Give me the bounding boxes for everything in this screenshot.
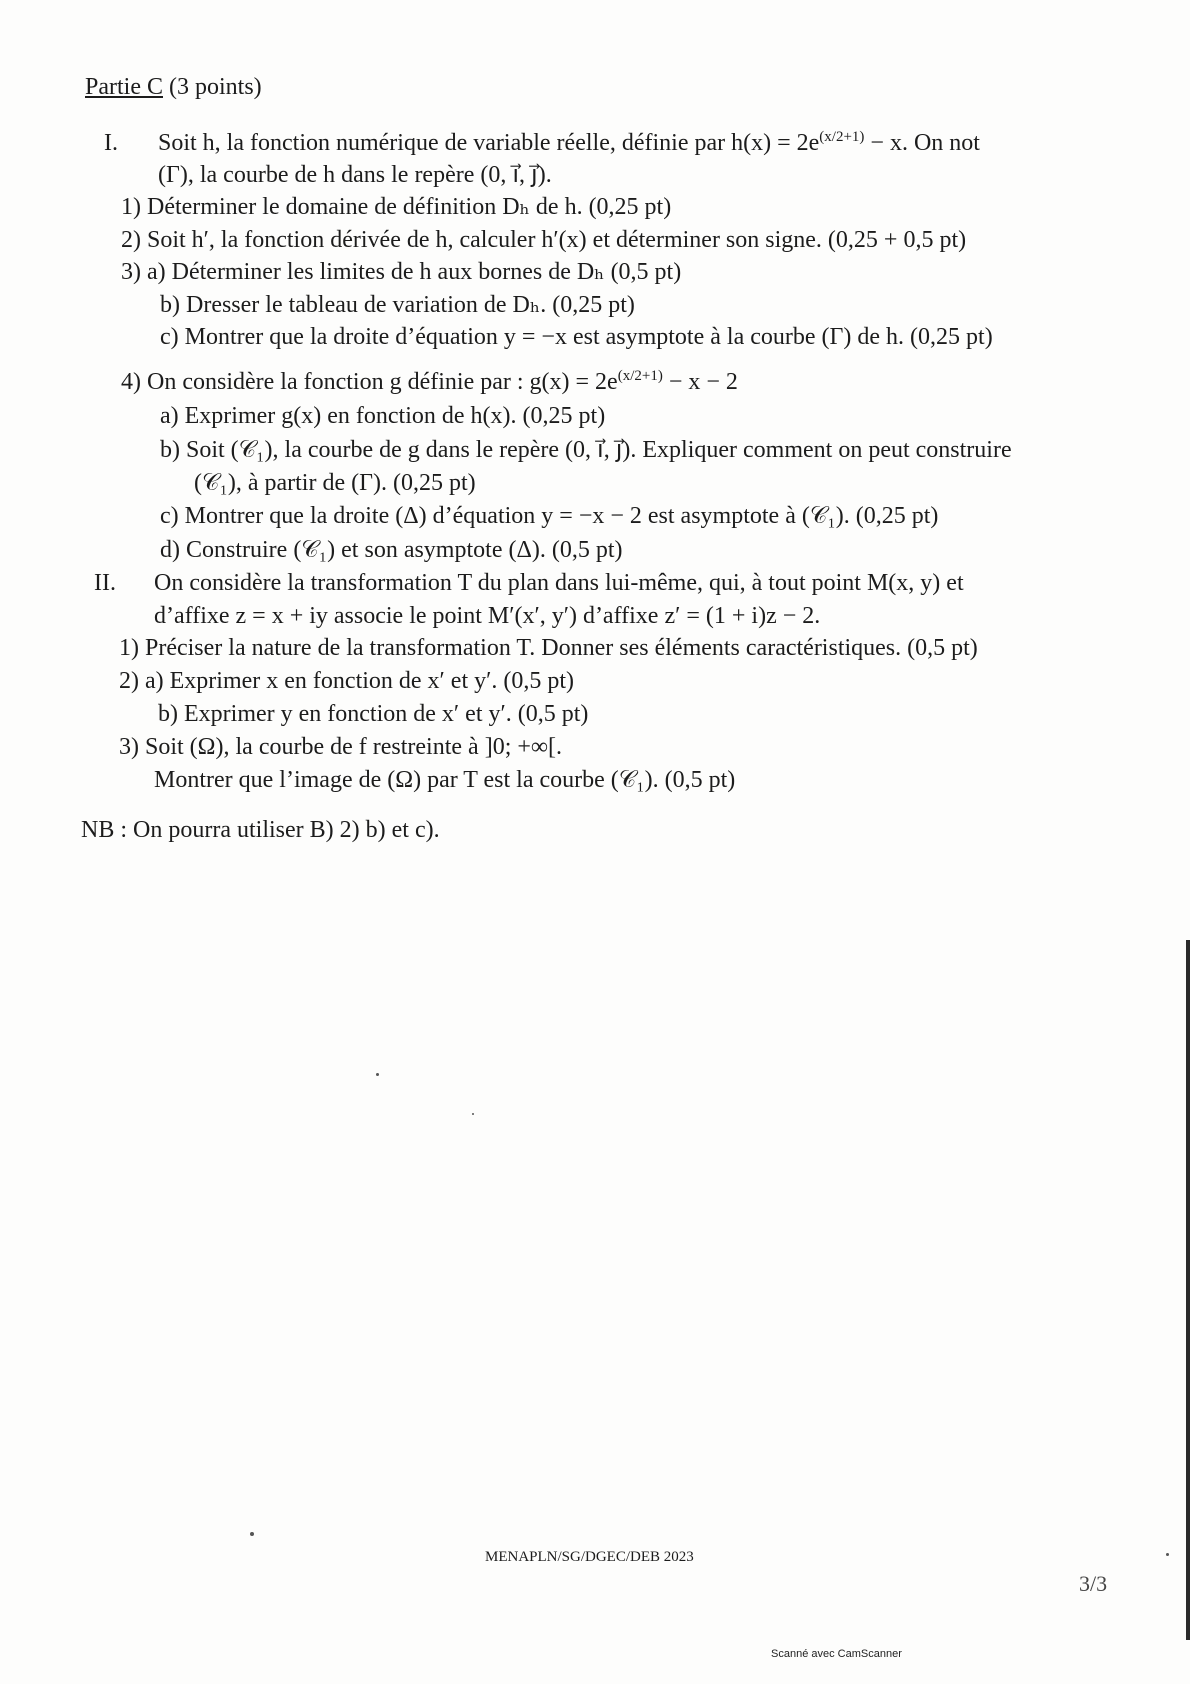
scanner-watermark: Scanné avec CamScanner [771,1648,902,1660]
question-3b: b) Dresser le tableau de variation de Dₕ. (0,25 pt) [160,292,635,318]
q4-exponent: (x/2+1) [617,368,663,384]
scan-speck [376,1073,379,1076]
page-number: 3/3 [1079,1571,1108,1596]
question-4c: c) Montrer que la droite (Δ) d’équation y = −x − 2 est asymptote à (𝒞₁). (0,25 pt) [160,503,939,529]
section-II-statement: On considère la transformation T du plan dans lui-même, qui, à tout point M(x, y) et [154,570,964,596]
footer-reference: MENAPLN/SG/DGEC/DEB 2023 [485,1549,694,1565]
section-I-statement [158,128,980,158]
question-4b-line2: (𝒞₁), à partir de (Γ). (0,25 pt) [194,470,476,496]
section-II-number: II. [94,570,116,596]
part-heading [85,72,262,102]
question-3a: 3) a) Déterminer les limites de h aux bornes de Dₕ (0,5 pt) [121,259,682,285]
question-4d: d) Construire (𝒞₁) et son asymptote (Δ). (0,5 pt) [160,537,623,563]
part-title: Partie C [85,74,163,100]
statement-text-end: − x. On not [864,130,980,156]
part-points: (3 points) [163,74,262,100]
scan-edge-shadow [1186,940,1190,1640]
II-question-3: 3) Soit (Ω), la courbe de f restreinte à ]0; +∞[. [119,734,562,760]
scan-speck [250,1532,254,1536]
II-question-2a: 2) a) Exprimer x en fonction de x′ et y′. (0,5 pt) [119,668,575,694]
q4-text: 4) On considère la fonction g définie par : g(x) = 2e [121,369,618,395]
question-4 [121,367,738,397]
section-II-statement-2: d’affixe z = x + iy associe le point M′(x′, y′) d’affixe z′ = (1 + i)z − 2. [154,603,821,629]
question-4b-line1: b) Soit (𝒞₁), la courbe de g dans le repère (0, i⃗, j⃗). Expliquer comment on peut construire [160,437,1012,463]
question-4a: a) Exprimer g(x) en fonction de h(x). (0,25 pt) [160,403,606,429]
scan-speck [1166,1553,1169,1556]
II-question-1: 1) Préciser la nature de la transformation T. Donner ses éléments caractéristiques. (0,5 pt) [119,635,978,661]
II-question-2b: b) Exprimer y en fonction de x′ et y′. (0,5 pt) [158,701,589,727]
note: NB : On pourra utiliser B) 2) b) et c). [81,817,440,843]
question-2: 2) Soit h′, la fonction dérivée de h, calculer h′(x) et déterminer son signe. (0,25 + 0,5 pt) [121,227,967,253]
section-I-curve-def: (Γ), la courbe de h dans le repère (0, i⃗, j⃗). [158,162,552,188]
statement-text: Soit h, la fonction numérique de variable réelle, définie par h(x) = 2e [158,130,820,156]
II-question-3-line2: Montrer que l’image de (Ω) par T est la courbe (𝒞₁). (0,5 pt) [154,767,736,793]
question-3c: c) Montrer que la droite d’équation y = −x est asymptote à la courbe (Γ) de h. (0,25 pt) [160,324,993,350]
question-1: 1) Déterminer le domaine de définition Dₕ de h. (0,25 pt) [121,194,672,220]
exponent: (x/2+1) [819,129,865,145]
q4-text-end: − x − 2 [662,369,738,395]
section-I-number: I. [104,130,118,156]
scan-speck [472,1113,474,1115]
